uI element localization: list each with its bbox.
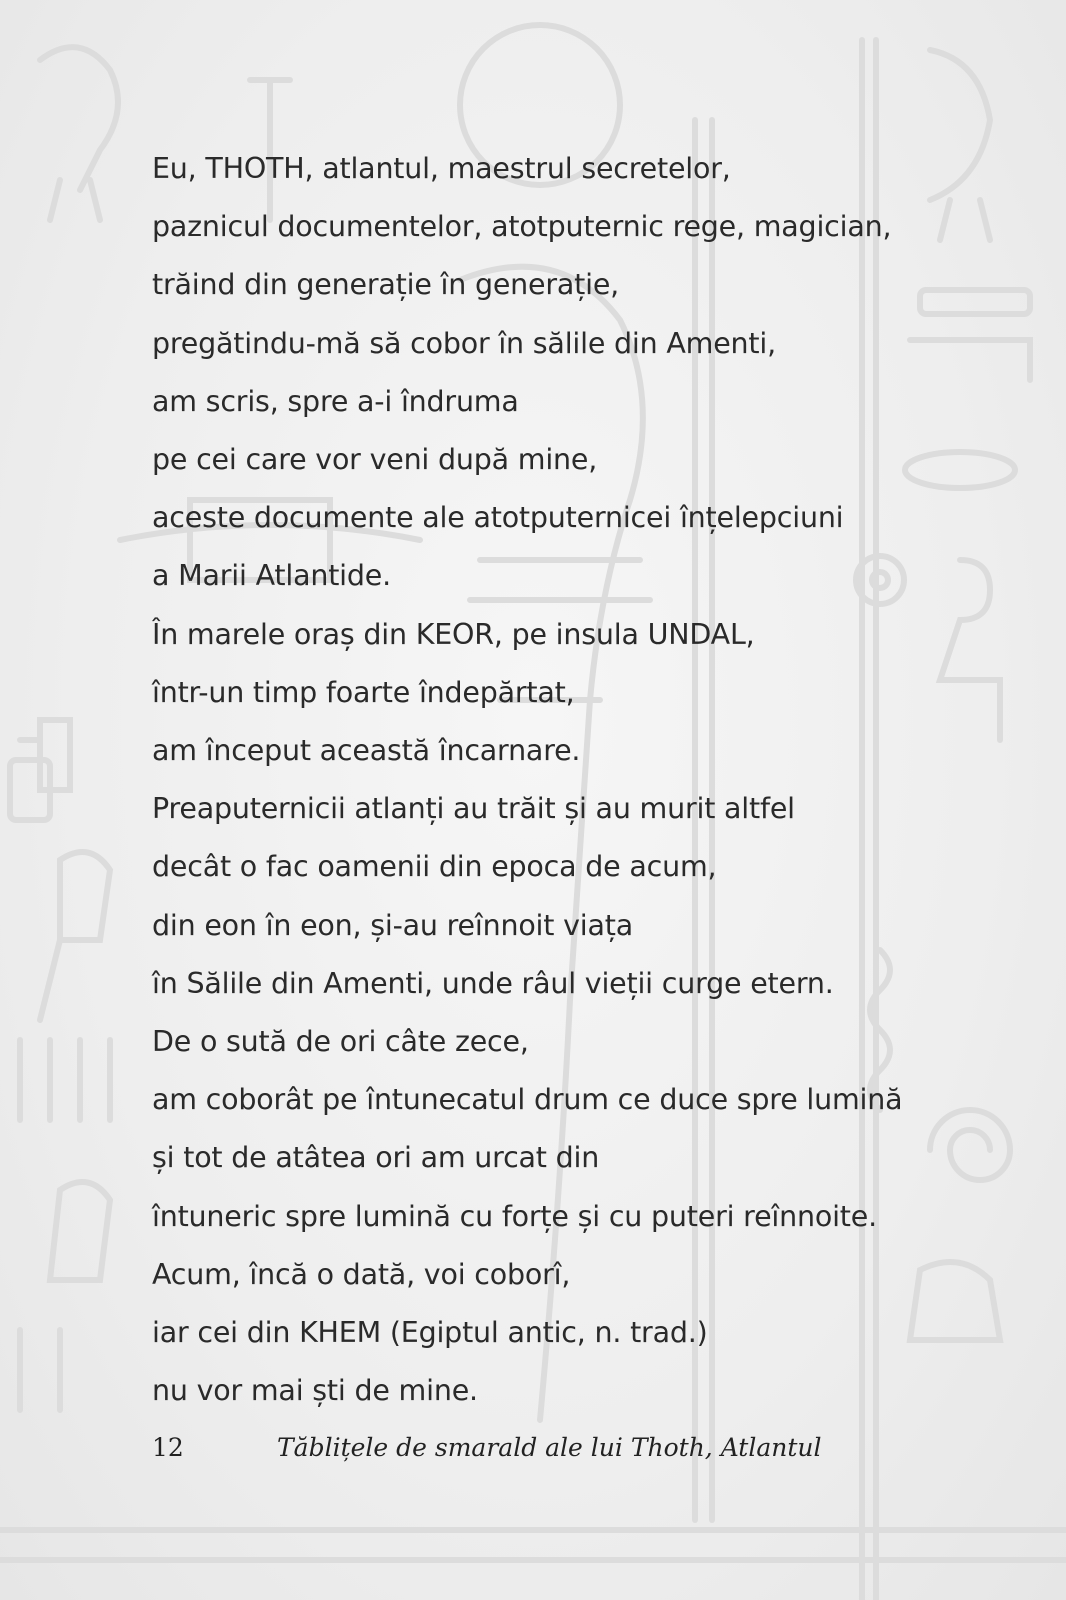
text-line: în Sălile din Amenti, unde râul vieții curge etern. [152, 966, 834, 1000]
text-line: nu vor mai ști de mine. [152, 1374, 478, 1408]
text-line: într-un timp foarte îndepărtat, [152, 675, 575, 709]
text-line: decât o fac oamenii din epoca de acum, [152, 850, 717, 884]
text-line: am coborât pe întunecatul drum ce duce spre lumină [152, 1083, 903, 1117]
text-line: aceste documente ale atotputernicei înțelepciuni [152, 501, 844, 535]
text-line: pregătindu-mă să cobor în sălile din Amenti, [152, 326, 776, 360]
seated-god-icon [50, 1182, 110, 1280]
text-line: am început această încarnare. [152, 734, 581, 768]
text-line: iar cei din KHEM (Egiptul antic, n. trad.) [152, 1316, 708, 1350]
text-line: din eon în eon, și-au reînnoit viața [152, 908, 634, 942]
ibis-bird-icon [40, 47, 118, 220]
text-line: În marele oraș din KEOR, pe insula UNDAL, [152, 617, 755, 651]
poem-text [152, 140, 972, 1420]
text-line: și tot de atâtea ori am urcat din [152, 1141, 600, 1175]
running-title: Tăblițele de smarald ale lui Thoth, Atlantul [277, 1433, 822, 1462]
text-line: De o sută de ori câte zece, [152, 1025, 529, 1059]
standing-figure-icon [40, 852, 110, 1020]
key-glyph-icon [20, 720, 70, 790]
page-number: 12 [152, 1433, 184, 1462]
text-line: trăind din generație în generație, [152, 268, 620, 302]
text-line: Preaputernicii atlanți au trăit și au murit altfel [152, 792, 795, 826]
text-line: Acum, încă o dată, voi coborî, [152, 1257, 571, 1291]
text-line: am scris, spre a-i îndruma [152, 384, 519, 418]
text-line: paznicul documentelor, atotputernic rege, magician, [152, 210, 892, 244]
page-footer [152, 1433, 952, 1473]
text-line: pe cei care vor veni după mine, [152, 443, 598, 477]
text-line: a Marii Atlantide. [152, 559, 391, 593]
reed-glyph-icon [20, 1040, 110, 1120]
text-line: Eu, THOTH, atlantul, maestrul secretelor, [152, 152, 731, 185]
text-line: întuneric spre lumină cu forțe și cu puteri reînnoite. [152, 1199, 877, 1233]
